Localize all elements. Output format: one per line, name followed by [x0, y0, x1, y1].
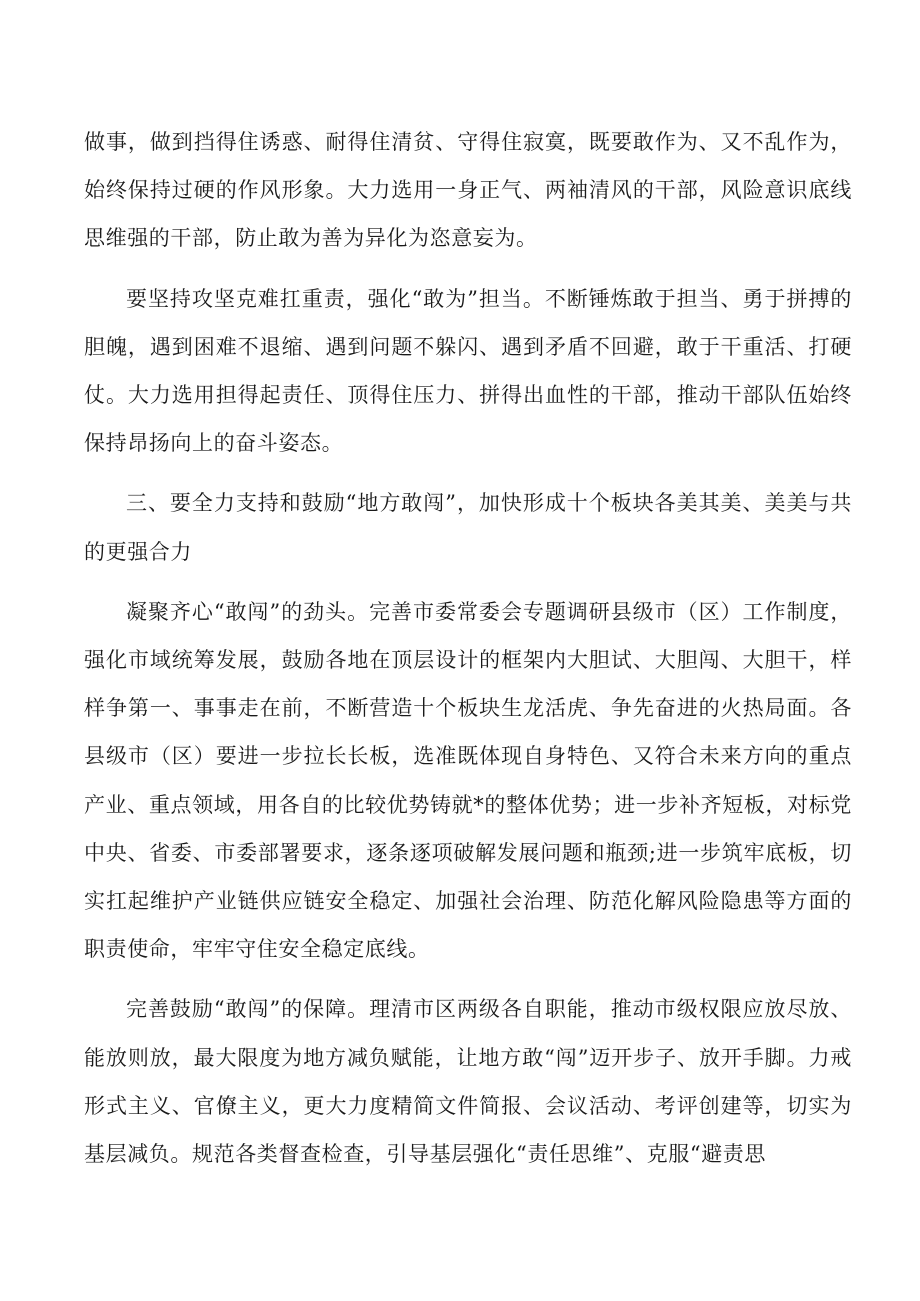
section-heading-three: 三、要全力支持和鼓励“地方敢闯”，加快形成十个板块各美其美、美美与共的更强合力: [84, 491, 852, 564]
paragraph-dare-to-venture-guarantee: 完善鼓励“敢闯”的保障。理清市区两级各自职能，推动市级权限应放尽放、能放则放，最大限度为地方减负赋能，让地方敢“闯”迈开步子、放开手脚。力戒形式主义、官僚主义，更大力度精简文件简报、会议活动、考评创建等，切实为基层减负。规范各类督查检查，引导基层强化“责任思维”、克服“避责思: [84, 997, 852, 1167]
paragraph-dare-to-venture-momentum: 凝聚齐心“敢闯”的劲头。完善市委常委会专题调研县级市（区）工作制度，强化市域统筹发展，鼓励各地在顶层设计的框架内大胆试、大胆闯、大胆干，样样争第一、事事走在前，不断营造十个板块生龙活虎、争先奋进的火热局面。各县级市（区）要进一步拉长长板，选准既体现自身特色、又符合未来方向的重点产业、重点领域，用各自的比较优势铸就*的整体优势；进一步补齐短板，对标党中央、省委、市委部署要求，逐条逐项破解发展问题和瓶颈;进一步筑牢底板，切实扛起维护产业链供应链安全稳定、加强社会治理、防范化解风险隐患等方面的职责使命，牢牢守住安全稳定底线。: [84, 599, 852, 962]
paragraph-continued: 做事，做到挡得住诱惑、耐得住清贫、守得住寂寞，既要敢作为、又不乱作为，始终保持过硬的作风形象。大力选用一身正气、两袖清风的干部，风险意识底线思维强的干部，防止敢为善为异化为恣意妄为。: [84, 130, 852, 251]
paragraph-dare-to-act: 要坚持攻坚克难扛重责，强化“敢为”担当。不断锤炼敢于担当、勇于拼搏的胆魄，遇到困难不退缩、遇到问题不躲闪、遇到矛盾不回避，敢于干重活、打硬仗。大力选用担得起责任、顶得住压力、拼得出血性的干部，推动干部队伍始终保持昂扬向上的奋斗姿态。: [84, 286, 852, 456]
document-body: [84, 118, 852, 1190]
